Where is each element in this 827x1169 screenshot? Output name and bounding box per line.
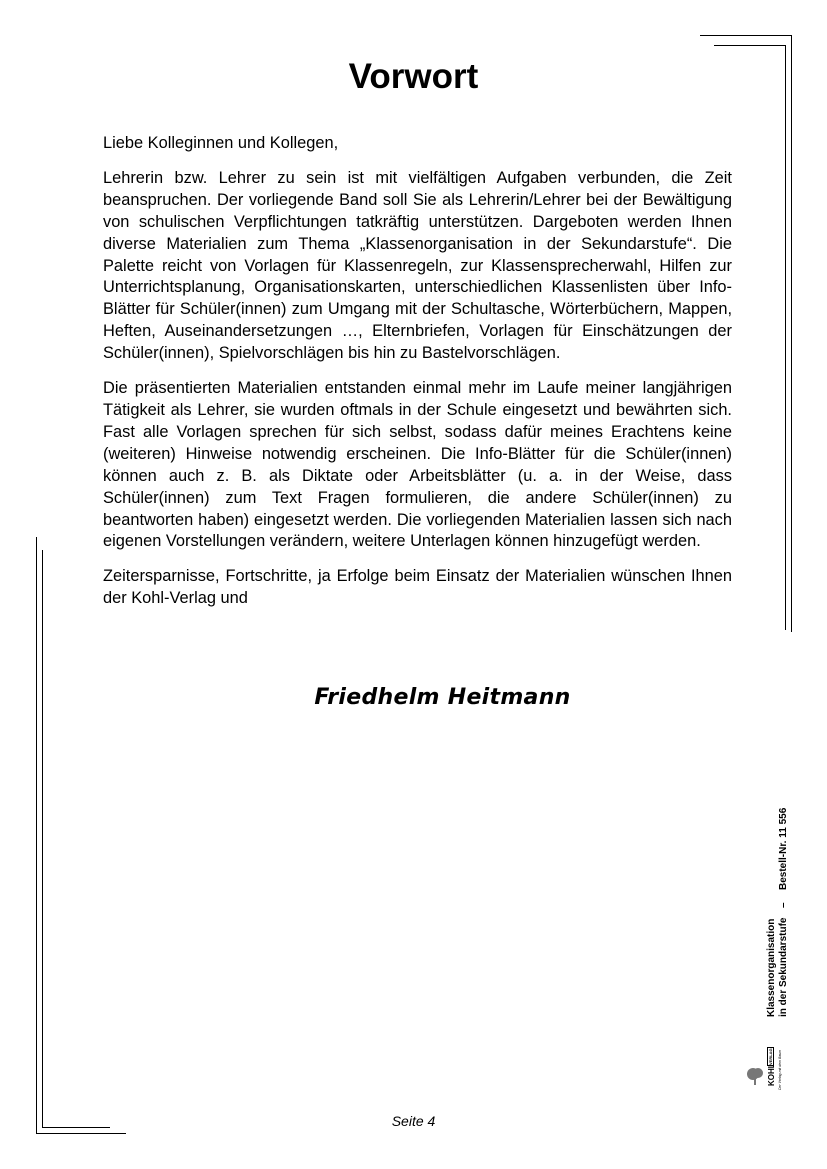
book-title-line-2: in der Sekundarstufe xyxy=(778,917,789,1017)
greeting: Liebe Kolleginnen und Kollegen, xyxy=(103,134,339,152)
publisher-logo xyxy=(745,1050,793,1090)
page-title: Vorwort xyxy=(348,57,479,97)
signature: Friedhelm Heitmann xyxy=(314,685,571,710)
paragraph-3: Zeitersparnisse, Fortschritte, ja Erfolge beim Einsatz der Materialien wünschen Ihnen der Kohl-Verlag und xyxy=(103,567,732,608)
sidebar-separator: – xyxy=(778,902,789,908)
book-title-line-1: Klassenorganisation xyxy=(766,918,777,1017)
tree-icon xyxy=(745,1066,765,1086)
publisher-tag: VERLAG xyxy=(768,1048,773,1065)
paragraph-2: Die präsentierten Materialien entstanden einmal mehr im Laufe meiner langjährigen Tätigkeit als Lehrer, sie wurden oftmals in der Schule eingesetzt und bewährten sich. Fast alle Vorlagen sprechen für sich selbst, sodass dafür meines Erachtens keine (weiteren) Hinweise notwendig erscheinen. Die Info-Blätter für die Schüler(innen) können auch z. B. als Diktate oder Arbeitsblätter (u. a. in der Weise, dass Schüler(innen) zum Text Fragen formulieren, die andere Schüler(innen) zu beantworten haben) eingesetzt werden. Die vorliegenden Materialien lassen sich nach eigenen Vorstellungen verändern, weitere Unterlagen können hinzugefügt werden. xyxy=(103,379,732,551)
body-text xyxy=(103,133,732,623)
page-number: Seite 4 xyxy=(391,1113,436,1129)
publisher-slogan: Der Verlag mit dem Baum xyxy=(778,1049,782,1090)
order-number: Bestell-Nr. 11 556 xyxy=(778,807,789,890)
paragraph-1: Lehrerin bzw. Lehrer zu sein ist mit vielfältigen Aufgaben verbunden, die Zeit beanspruchen. Der vorliegende Band soll Sie als Lehrerin/Lehrer bei der Bewältigung von schulischen Verpflichtungen tatkräftig unterstützen. Dargeboten werden Ihnen diverse Materialien zum Thema „Klassenorganisation in der Sekundarstufe“. Die Palette reicht von Vorlagen für Klassenregeln, zur Klassensprecherwahl, Hilfen zur Unterrichtsplanung, Organisationskarten, unterschiedlichen Klassenlisten über Info-Blätter für Schüler(innen) zum Umgang mit der Schultasche, Wörterbüchern, Mappen, Heften, Auseinandersetzungen …, Elternbriefen, Vorlagen für Einschätzungen der Schüler(innen), Spielvorschlägen bis hin zu Bastelvorschlägen. xyxy=(103,168,732,363)
publisher-name: KOHL xyxy=(767,1063,776,1086)
